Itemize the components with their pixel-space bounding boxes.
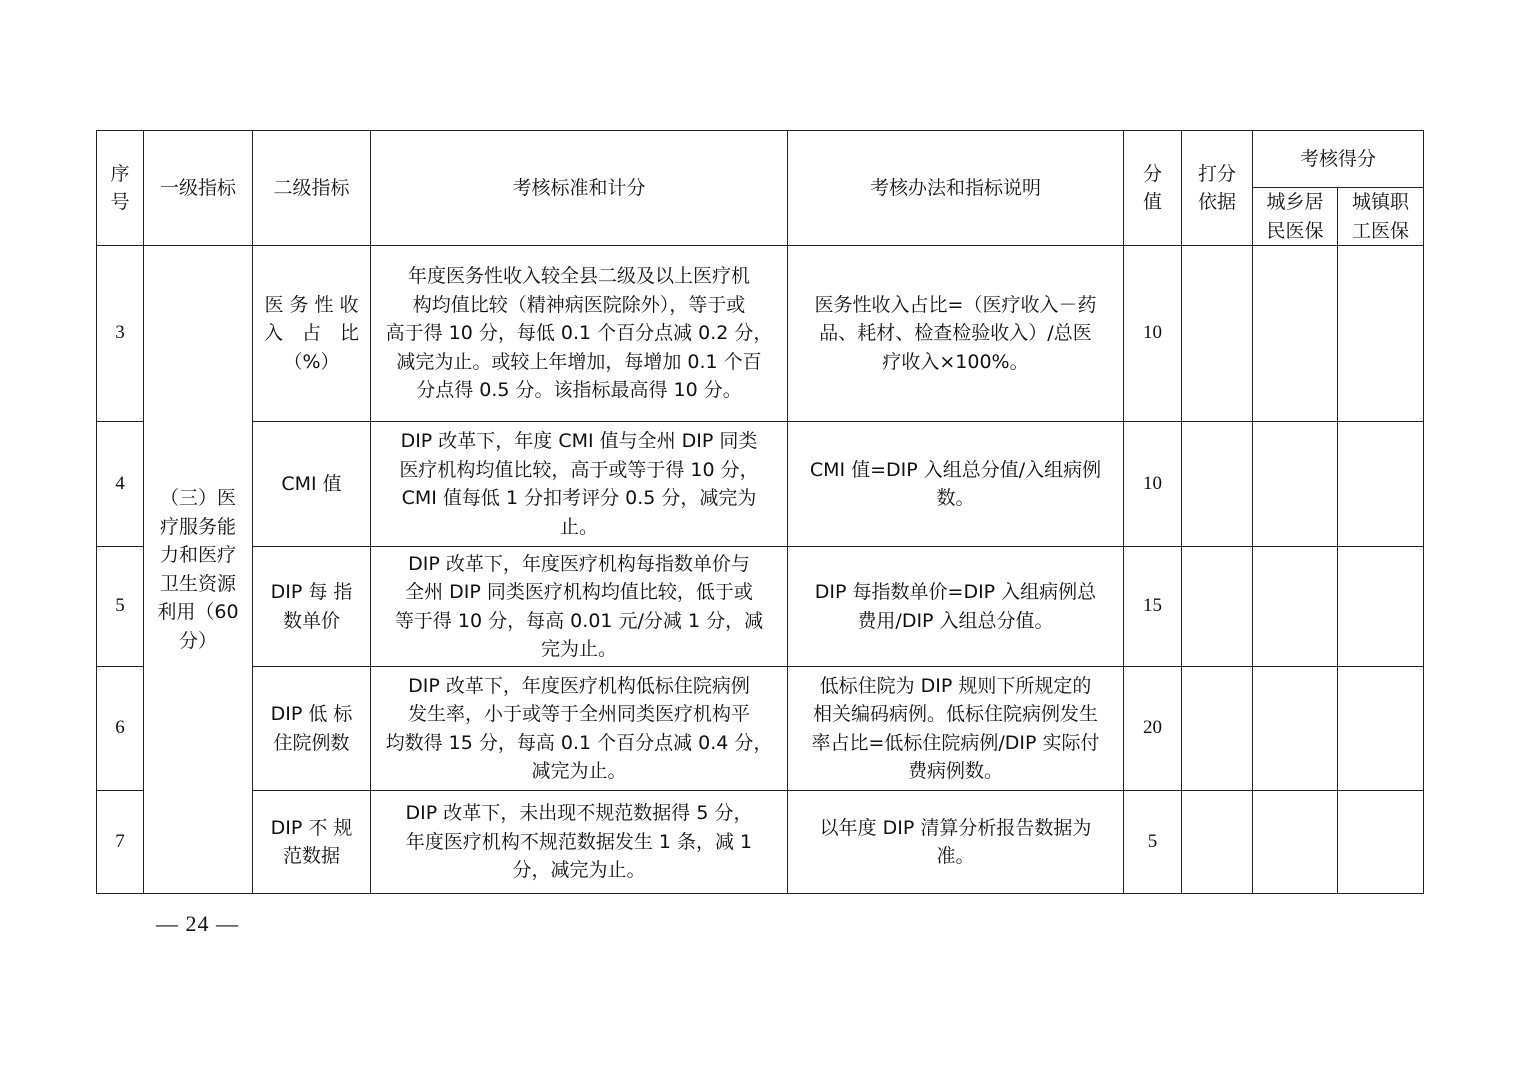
- row-standard: 年度医务性收入较全县二级及以上医疗机 构均值比较（精神病医院除外），等于或 高于得 10 分，每低 0.1 个百分点减 0.2 分， 减完为止。或较上年增加，每增加 0.1 个百 分点得 0.5 分。该指标最高得 10 分。: [371, 246, 788, 422]
- header-urban-rural: 城乡居 民医保: [1253, 188, 1338, 246]
- assessment-table: [96, 130, 1424, 894]
- row-urban-employee: [1338, 547, 1424, 667]
- row-standard: DIP 改革下，年度医疗机构低标住院病例 发生率，小于或等于全州同类医疗机构平 均数得 15 分，每高 0.1 个百分点减 0.4 分， 减完为止。: [371, 667, 788, 791]
- row-seq: 6: [97, 667, 144, 791]
- header-urban-employee: 城镇职 工医保: [1338, 188, 1424, 246]
- row-urban-rural: [1253, 422, 1338, 547]
- row-score: 10: [1124, 422, 1182, 547]
- header-basis: 打分 依据: [1182, 131, 1253, 246]
- row-urban-employee: [1338, 246, 1424, 422]
- row-method: 医务性收入占比=（医疗收入－药 品、耗材、检查检验收入）/总医 疗收入×100%。: [788, 246, 1124, 422]
- row-method: DIP 每指数单价=DIP 入组病例总 费用/DIP 入组总分值。: [788, 547, 1124, 667]
- row-basis: [1182, 791, 1253, 894]
- row-method: CMI 值=DIP 入组总分值/入组病例 数。: [788, 422, 1124, 547]
- header-standard: 考核标准和计分: [371, 131, 788, 246]
- row-level2: CMI 值: [253, 422, 371, 547]
- row-score: 5: [1124, 791, 1182, 894]
- row-basis: [1182, 246, 1253, 422]
- row-method: 以年度 DIP 清算分析报告数据为 准。: [788, 791, 1124, 894]
- row-urban-rural: [1253, 246, 1338, 422]
- row-basis: [1182, 667, 1253, 791]
- header-result: 考核得分: [1253, 131, 1424, 188]
- row-seq: 7: [97, 791, 144, 894]
- row-basis: [1182, 422, 1253, 547]
- row-urban-employee: [1338, 667, 1424, 791]
- table-row: [97, 791, 1424, 894]
- page-number: — 24 —: [156, 911, 239, 936]
- header-row-1: [97, 131, 1424, 188]
- row-standard: DIP 改革下，未出现不规范数据得 5 分， 年度医疗机构不规范数据发生 1 条，减 1 分，减完为止。: [371, 791, 788, 894]
- level1-group-cell: （三）医 疗服务能 力和医疗 卫生资源 利用（60 分）: [144, 246, 253, 894]
- row-urban-employee: [1338, 422, 1424, 547]
- row-score: 10: [1124, 246, 1182, 422]
- row-level2: 医 务 性 收 入 占 比 （%）: [253, 246, 371, 422]
- row-level2: DIP 每 指 数单价: [253, 547, 371, 667]
- table-row: [97, 246, 1424, 422]
- header-score: 分 值: [1124, 131, 1182, 246]
- row-standard: DIP 改革下，年度 CMI 值与全州 DIP 同类 医疗机构均值比较，高于或等于得 10 分， CMI 值每低 1 分扣考评分 0.5 分，减完为 止。: [371, 422, 788, 547]
- row-score: 15: [1124, 547, 1182, 667]
- row-level2: DIP 不 规 范数据: [253, 791, 371, 894]
- row-seq: 5: [97, 547, 144, 667]
- row-urban-rural: [1253, 667, 1338, 791]
- row-basis: [1182, 547, 1253, 667]
- header-level2: 二级指标: [253, 131, 371, 246]
- row-seq: 4: [97, 422, 144, 547]
- row-urban-employee: [1338, 791, 1424, 894]
- row-urban-rural: [1253, 791, 1338, 894]
- row-seq: 3: [97, 246, 144, 422]
- row-standard: DIP 改革下，年度医疗机构每指数单价与 全州 DIP 同类医疗机构均值比较，低于或 等于得 10 分，每高 0.01 元/分减 1 分，减 完为止。: [371, 547, 788, 667]
- row-score: 20: [1124, 667, 1182, 791]
- row-method: 低标住院为 DIP 规则下所规定的 相关编码病例。低标住院病例发生 率占比=低标住院病例/DIP 实际付 费病例数。: [788, 667, 1124, 791]
- table-row: [97, 422, 1424, 547]
- header-level1: 一级指标: [144, 131, 253, 246]
- row-urban-rural: [1253, 547, 1338, 667]
- header-method: 考核办法和指标说明: [788, 131, 1124, 246]
- row-level2: DIP 低 标 住院例数: [253, 667, 371, 791]
- table-row: [97, 667, 1424, 791]
- header-seq: 序 号: [97, 131, 144, 246]
- table-row: [97, 547, 1424, 667]
